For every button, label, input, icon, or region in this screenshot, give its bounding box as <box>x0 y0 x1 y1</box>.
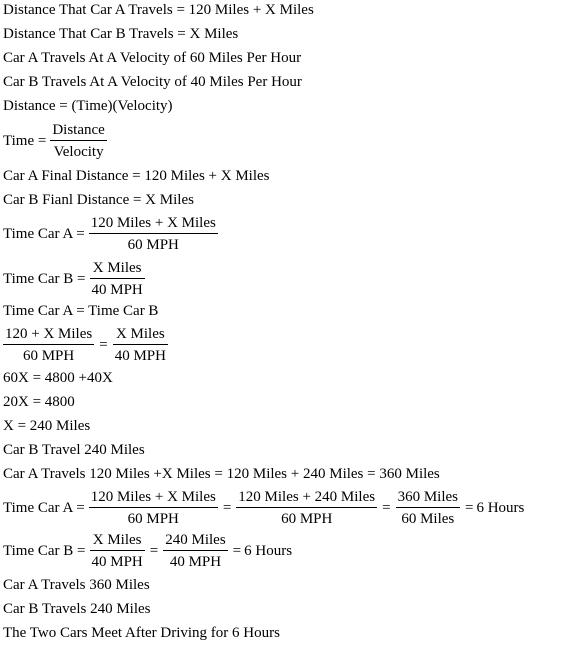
text-line: Car B Fianl Distance = X Miles <box>3 192 194 208</box>
math-document <box>3 0 575 645</box>
fraction-bar <box>90 278 145 279</box>
fraction-bar <box>50 140 106 141</box>
text-line: Car A Travels 120 Miles +X Miles = 120 Miles + 240 Miles = 360 Miles <box>3 466 440 482</box>
fraction-bar <box>3 344 94 345</box>
equation-label: Time Car A = <box>3 226 85 242</box>
numerator: 120 + X Miles <box>5 326 93 342</box>
text-line: Car B Travel 240 Miles <box>3 442 145 458</box>
denominator: 40 MPH <box>91 282 143 298</box>
numerator: X Miles <box>92 260 142 276</box>
denominator: 60 MPH <box>127 237 179 253</box>
equation-time-formula <box>3 121 109 161</box>
equals-sign: = <box>149 543 159 559</box>
fraction <box>3 325 94 365</box>
denominator: 40 MPH <box>91 554 143 570</box>
fraction <box>90 531 145 571</box>
denominator: 60 Miles <box>401 511 455 527</box>
text-line: Car A Final Distance = 120 Miles + X Miles <box>3 168 270 184</box>
denominator: 60 MPH <box>281 511 333 527</box>
equation-final-time-car-b <box>3 531 294 571</box>
text-line: Time Car A = Time Car B <box>3 303 159 319</box>
text-line: 20X = 4800 <box>3 394 75 410</box>
equation-time-car-a <box>3 214 220 254</box>
numerator: X Miles <box>92 532 142 548</box>
fraction <box>113 325 168 365</box>
text-line: 60X = 4800 +40X <box>3 370 113 386</box>
fraction-bar <box>236 507 377 508</box>
fraction <box>396 488 460 528</box>
text-line: Car B Travels 240 Miles <box>3 601 151 617</box>
equals-sign: = <box>232 543 242 559</box>
text-line: Distance = (Time)(Velocity) <box>3 98 173 114</box>
result-value: 6 Hours <box>476 500 525 516</box>
fraction-bar <box>89 507 218 508</box>
denominator: 60 MPH <box>127 511 179 527</box>
fraction-bar <box>89 233 218 234</box>
equation-final-time-car-a <box>3 488 526 528</box>
result-value: 6 Hours <box>244 543 293 559</box>
numerator: 240 Miles <box>165 532 226 548</box>
text-line: Car A Travels At A Velocity of 60 Miles Per Hour <box>3 50 302 66</box>
fraction <box>89 214 218 254</box>
equation-label: Time Car B = <box>3 271 86 287</box>
equals-sign: = <box>99 337 108 353</box>
text-line: Car B Travels At A Velocity of 40 Miles Per Hour <box>3 74 302 90</box>
fraction <box>89 488 218 528</box>
equation-time-car-b <box>3 259 147 299</box>
text-line: Distance That Car A Travels = 120 Miles + X Miles <box>3 2 314 18</box>
denominator: 40 MPH <box>114 348 166 364</box>
equation-label: Time Car A = <box>3 500 85 516</box>
text-line: Car A Travels 360 Miles <box>3 577 150 593</box>
fraction <box>163 531 227 571</box>
equation-label: Time = <box>3 133 47 149</box>
text-line: The Two Cars Meet After Driving for 6 Hours <box>3 625 280 641</box>
numerator: 360 Miles <box>397 489 458 505</box>
fraction-bar <box>90 550 145 551</box>
numerator: X Miles <box>115 326 165 342</box>
equals-sign: = <box>222 500 232 516</box>
equals-sign: = <box>382 500 391 516</box>
numerator: 120 Miles + X Miles <box>90 215 216 231</box>
denominator: Velocity <box>53 144 104 160</box>
equation-equal-times <box>3 325 170 365</box>
denominator: 60 MPH <box>22 348 75 364</box>
equals-sign: = <box>464 500 474 516</box>
numerator: Distance <box>52 122 105 138</box>
text-line: X = 240 Miles <box>3 418 91 434</box>
fraction-bar <box>163 550 227 551</box>
numerator: 120 Miles + X Miles <box>90 489 216 505</box>
text-line: Distance That Car B Travels = X Miles <box>3 26 239 42</box>
numerator: 120 Miles + 240 Miles <box>238 489 376 505</box>
denominator: 40 MPH <box>169 554 222 570</box>
equation-label: Time Car B = <box>3 543 86 559</box>
fraction-bar <box>396 507 460 508</box>
fraction <box>90 259 145 299</box>
fraction <box>50 121 106 161</box>
fraction <box>236 488 377 528</box>
fraction-bar <box>113 344 168 345</box>
